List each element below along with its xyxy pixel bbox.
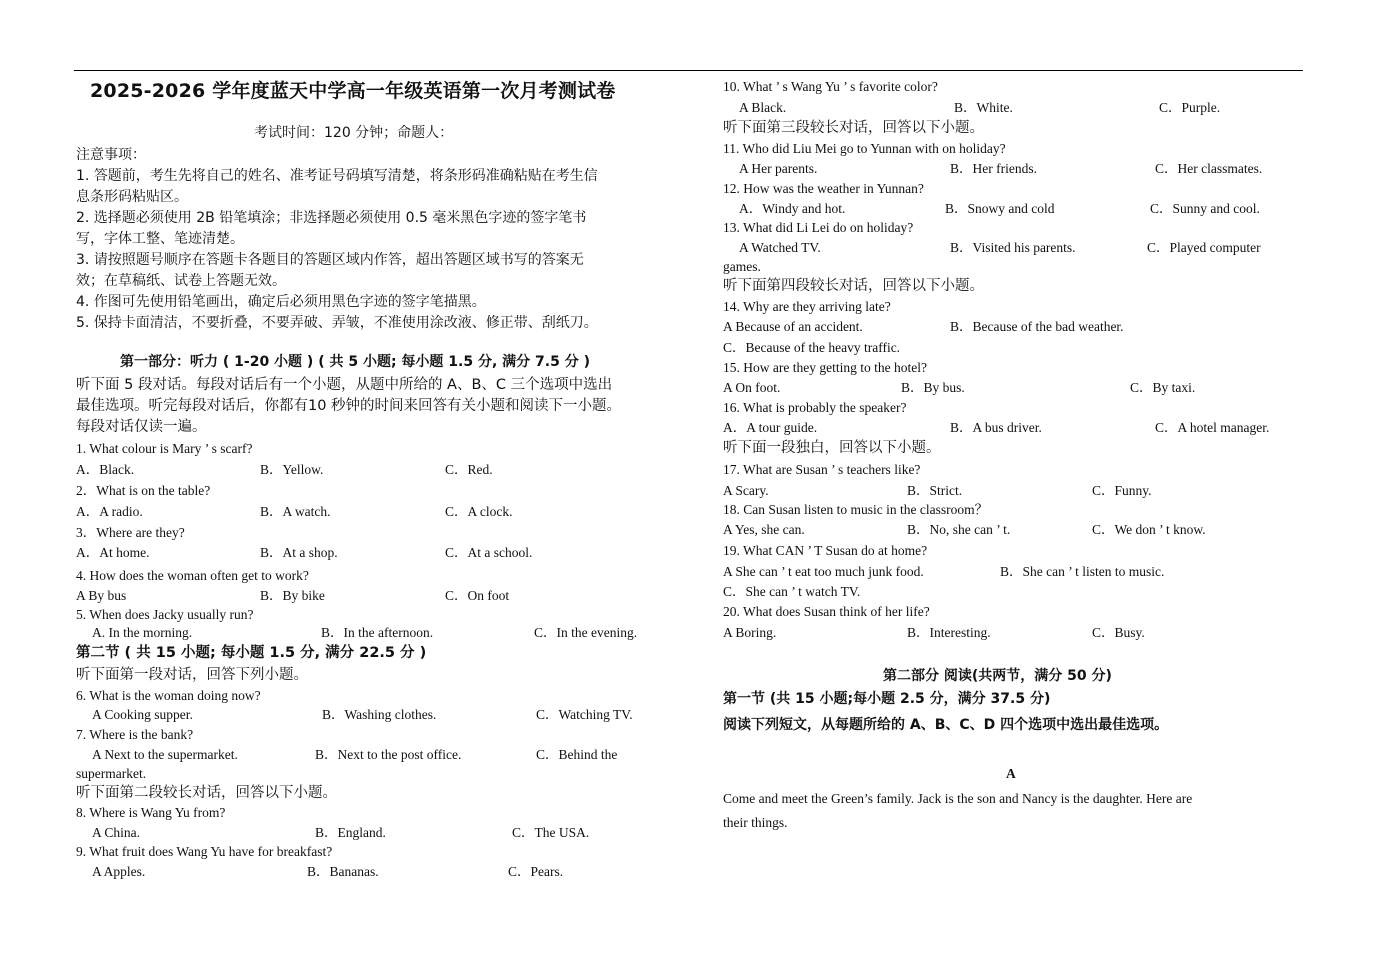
question-stem: 6. What is the woman doing now? xyxy=(76,688,261,703)
option-c: C．A hotel manager. xyxy=(1155,420,1270,435)
passage-text: their things. xyxy=(723,815,788,830)
notice-line: 写，字体工整、笔迹清楚。 xyxy=(76,231,244,247)
option-b: B．Washing clothes. xyxy=(322,707,437,722)
option-a: A．A radio. xyxy=(76,504,143,519)
question-stem: 14. Why are they arriving late? xyxy=(723,299,891,314)
option-b: B．At a shop. xyxy=(260,545,338,560)
dialog-instruction: 听下面第三段较长对话，回答以下小题。 xyxy=(723,120,984,136)
question-stem: 20. What does Susan think of her life? xyxy=(723,604,930,619)
option-a: A On foot. xyxy=(723,380,781,395)
question-stem: 12. How was the weather in Yunnan? xyxy=(723,181,924,196)
question-stem: 15. How are they getting to the hotel? xyxy=(723,360,927,375)
option-a: A．At home. xyxy=(76,545,150,560)
notice-line: 5. 保持卡面清洁，不要折叠，不要弄破、弄皱，不准使用涂改液、修正带、刮纸刀。 xyxy=(76,315,598,331)
option-c: C．In the evening. xyxy=(534,625,638,640)
option-b: B．White. xyxy=(954,100,1013,115)
option-c: C．Funny. xyxy=(1092,483,1152,498)
option-c: C．A clock. xyxy=(445,504,513,519)
option-c: C．By taxi. xyxy=(1130,380,1196,395)
option-b: B．Because of the bad weather. xyxy=(950,319,1124,334)
question-stem: 8. Where is Wang Yu from? xyxy=(76,805,226,820)
option-b: B．By bike xyxy=(260,588,325,603)
option-b: B．Visited his parents. xyxy=(950,240,1076,255)
question-stem: 19. What CAN ’ T Susan do at home? xyxy=(723,543,928,558)
option-a: A．A tour guide. xyxy=(723,420,818,435)
option-a: A Black. xyxy=(739,100,787,115)
option-b: B．A bus driver. xyxy=(950,420,1042,435)
option-c: C．Purple. xyxy=(1159,100,1221,115)
option-c: C．We don ’ t know. xyxy=(1092,522,1206,537)
passage-text: Come and meet the Green’s family. Jack is the son and Nancy is the daughter. Here are xyxy=(723,791,1193,806)
option-b: B．England. xyxy=(315,825,386,840)
question-stem: 5. When does Jacky usually run? xyxy=(76,607,254,622)
option-c: C．She can ’ t watch TV. xyxy=(723,584,861,599)
option-b: B．No, she can ’ t. xyxy=(907,522,1011,537)
option-a: A Watched TV. xyxy=(739,240,821,255)
exam-title: 2025-2026 学年度蓝天中学高一年级英语第一次月考测试卷 xyxy=(90,80,616,102)
option-a: A Boring. xyxy=(723,625,777,640)
option-b: B．By bus. xyxy=(901,380,965,395)
option-b: B．Yellow. xyxy=(260,462,324,477)
option-a: A China. xyxy=(92,825,141,840)
option-c: C．Because of the heavy traffic. xyxy=(723,340,901,355)
exam-time: 考试时间：120 分钟；命题人： xyxy=(254,125,454,141)
option-b: B．A watch. xyxy=(260,504,331,519)
question-stem: 1. What colour is Mary ’ s scarf? xyxy=(76,441,253,456)
question-stem: 13. What did Li Lei do on holiday? xyxy=(723,220,914,235)
option-b: B．In the afternoon. xyxy=(321,625,434,640)
notice-line: 2. 选择题必须使用 2B 铅笔填涂；非选择题必须使用 0.5 毫米黑色字迹的签字笔书 xyxy=(76,210,587,226)
option-c: C．Behind the xyxy=(536,747,618,762)
option-a: A She can ’ t eat too much junk food. xyxy=(723,564,924,579)
notice-line: 3. 请按照题号顺序在答题卡各题目的答题区域内作答，超出答题区域书写的答案无 xyxy=(76,252,584,268)
option-a: A. In the morning. xyxy=(92,625,193,640)
part1-instruction: 听下面 5 段对话。每段对话后有一个小题，从题中所给的 A、B、C 三个选项中选出 xyxy=(76,377,613,393)
dialog-instruction: 听下面第二段较长对话，回答以下小题。 xyxy=(76,785,337,801)
top-rule xyxy=(74,70,1303,71)
question-stem: 10. What ’ s Wang Yu ’ s favorite color? xyxy=(723,79,938,94)
option-c: C．Watching TV. xyxy=(536,707,633,722)
option-a: A Scary. xyxy=(723,483,769,498)
dialog-instruction: 听下面第一段对话，回答下列小题。 xyxy=(76,667,308,683)
notice-line: 1. 答题前，考生先将自己的姓名、准考证号码填写清楚，将条形码准确粘贴在考生信 xyxy=(76,168,598,184)
part1-heading: 第一部分：听力 ( 1-20 小题 ) ( 共 5 小题; 每小题 1.5 分, 满分 7.5 分 ) xyxy=(120,354,590,370)
notice-line: 息条形码粘贴区。 xyxy=(76,189,188,205)
notice-line: 效；在草稿纸、试卷上答题无效。 xyxy=(76,273,286,289)
dialog-instruction: 听下面第四段较长对话，回答以下小题。 xyxy=(723,278,984,294)
option-c: C．On foot xyxy=(445,588,510,603)
option-a: A Yes, she can. xyxy=(723,522,805,537)
option-c: C．Pears. xyxy=(508,864,564,879)
option-c: C．The USA. xyxy=(512,825,590,840)
option-a: A By bus xyxy=(76,588,127,603)
section2-heading: 第二节 ( 共 15 小题; 每小题 1.5 分, 满分 22.5 分 ) xyxy=(76,645,427,661)
part2-heading: 第二部分 阅读(共两节，满分 50 分) xyxy=(883,668,1112,684)
question-stem: 17. What are Susan ’ s teachers like? xyxy=(723,462,921,477)
notice-title: 注意事项： xyxy=(76,147,146,163)
option-a: A Cooking supper. xyxy=(92,707,193,722)
option-a: A Because of an accident. xyxy=(723,319,863,334)
part1-instruction: 最佳选项。听完每段对话后，你都有10 秒钟的时间来回答有关小题和阅读下一小题。 xyxy=(76,398,622,414)
part1-instruction: 每段对话仅读一遍。 xyxy=(76,419,207,435)
question-stem: 11. Who did Liu Mei go to Yunnan with on holiday? xyxy=(723,141,1006,156)
option-b: B．Snowy and cold xyxy=(945,201,1055,216)
option-b: B．Bananas. xyxy=(307,864,379,879)
option-c: C．Played computer xyxy=(1147,240,1261,255)
passage-label: A xyxy=(1006,766,1016,781)
option-a: A Her parents. xyxy=(739,161,818,176)
monologue-instruction: 听下面一段独白，回答以下小题。 xyxy=(723,440,941,456)
question-stem: 18. Can Susan listen to music in the classroom？ xyxy=(723,502,989,517)
option-c: C．At a school. xyxy=(445,545,533,560)
question-stem: 9. What fruit does Wang Yu have for breakfast? xyxy=(76,844,333,859)
option-b: B．Next to the post office. xyxy=(315,747,462,762)
option-c-continued: games. xyxy=(723,259,761,274)
option-a: A Apples. xyxy=(92,864,146,879)
option-c: C．Her classmates. xyxy=(1155,161,1263,176)
option-b: B．Her friends. xyxy=(950,161,1037,176)
notice-line: 4. 作图可先使用铅笔画出，确定后必须用黑色字迹的签字笔描黑。 xyxy=(76,294,486,310)
option-c: C．Red. xyxy=(445,462,493,477)
question-stem: 3．Where are they? xyxy=(76,525,185,540)
option-c: C．Busy. xyxy=(1092,625,1145,640)
option-b: B．Interesting. xyxy=(907,625,991,640)
option-a: A Next to the supermarket. xyxy=(92,747,238,762)
option-a: A．Black. xyxy=(76,462,135,477)
question-stem: 4. How does the woman often get to work? xyxy=(76,568,309,583)
part2-section1-heading: 第一节 (共 15 小题;每小题 2.5 分，满分 37.5 分) xyxy=(723,691,1051,707)
question-stem: 16. What is probably the speaker? xyxy=(723,400,907,415)
question-stem: 7. Where is the bank? xyxy=(76,727,194,742)
option-b: B．She can ’ t listen to music. xyxy=(1000,564,1165,579)
question-stem: 2．What is on the table? xyxy=(76,483,211,498)
option-c: C．Sunny and cool. xyxy=(1150,201,1260,216)
reading-instruction: 阅读下列短文，从每题所给的 A、B、C、D 四个选项中选出最佳选项。 xyxy=(723,717,1169,733)
option-b: B．Strict. xyxy=(907,483,963,498)
option-c-continued: supermarket. xyxy=(76,766,147,781)
option-a: A．Windy and hot. xyxy=(739,201,846,216)
